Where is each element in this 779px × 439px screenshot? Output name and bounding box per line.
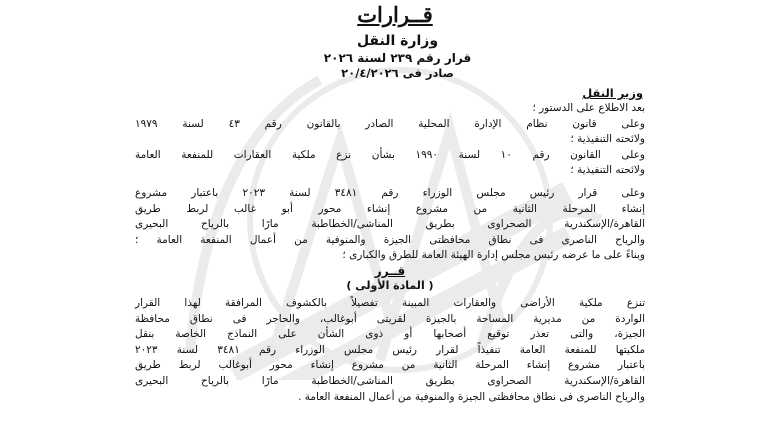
article-line: الجيزة، والتى تعذر توقيع أصحابها أو ذوى الشأن على النماذج الخاصة بنقل — [135, 328, 645, 341]
recital-line: وعلى قانون نظام الإدارة المحلية الصادر بالقانون رقم ٤٣ لسنة ١٩٧٩ — [135, 117, 645, 130]
ministry-name: وزارة النقل — [356, 33, 439, 49]
recital-line: وعلى القانون رقم ١٠ لسنة ١٩٩٠ بشأن نزع ملكية العقارات للمنفعة العامة — [135, 148, 645, 161]
recital-line: وبناءً على ما عرضه رئيس مجلس إدارة الهيئة العامة للطرق والكبارى ؛ — [342, 249, 645, 262]
decree-number: قرار رقم ٢٣٩ لسنة ٢٠٢٦ — [323, 51, 472, 65]
preamble-heading: وزير النقل — [582, 86, 643, 100]
article-line: والرياح الناصرى فى نطاق محافظتى الجيزة والمنوفية من أعمال المنفعة العامة . — [298, 390, 645, 403]
article-line: ملكيتها للمنفعة العامة تنفيذاً لقرار رئيس مجلس الوزراء رقم ٣٤٨١ لسنة ٢٠٢٣ — [135, 343, 645, 356]
recital-line: ولائحته التنفيذية ؛ — [570, 133, 645, 146]
decree-document — [135, 2, 645, 405]
article-body — [135, 296, 645, 405]
article-line: باعتبار مشروع إنشاء المرحلة الثانية من مشروع إنشاء محور أبوغالب لربط طريق — [135, 359, 645, 372]
recital-4 — [135, 186, 645, 264]
recital-line: إنشاء المرحلة الثانية من مشروع إنشاء محور أبو غالب لربط طريق — [135, 202, 645, 215]
article-line: تنزع ملكية الأراضى والعقارات المبينة تفصيلاً بالكشوف المرافقة لهذا القرار — [135, 296, 645, 309]
article-line: الواردة من مديرية المساحة بالجيزة لقريتى أبوغالب، والحاجر فى نطاق محافظة — [135, 312, 645, 325]
recital-line: والرياح الناصرى فى نطاق محافظتى الجيزة والمنوفية من أعمال المنفعة العامة ؛ — [135, 233, 645, 246]
article-line: القاهرة/الإسكندرية الصحراوى بطريق المناشى/الخطاطبة مارًا بالرياح البحيرى — [135, 374, 645, 387]
recital-line: ولائحته التنفيذية ؛ — [570, 164, 645, 177]
recital-line: بعد الاطلاع على الدستور ؛ — [532, 102, 645, 114]
recital-1 — [135, 101, 645, 117]
recital-2 — [135, 117, 645, 148]
decided-heading: قــرر — [374, 263, 406, 278]
recital-line: وعلى قرار رئيس مجلس الوزراء رقم ٣٤٨١ لسنة ٢٠٢٣ باعتبار مشروع — [135, 186, 645, 199]
issued-date: صادر فى ٢٠/٤/٢٠٢٦ — [341, 66, 454, 80]
recital-line: القاهرة/الإسكندرية الصحراوى بطريق المناشى/الخطاطبة مارًا بالرياح البحيرى — [135, 218, 645, 231]
article-heading: ( المادة الأولى ) — [346, 278, 434, 292]
page-title: قــرارات — [357, 2, 433, 27]
recital-3 — [135, 148, 645, 179]
